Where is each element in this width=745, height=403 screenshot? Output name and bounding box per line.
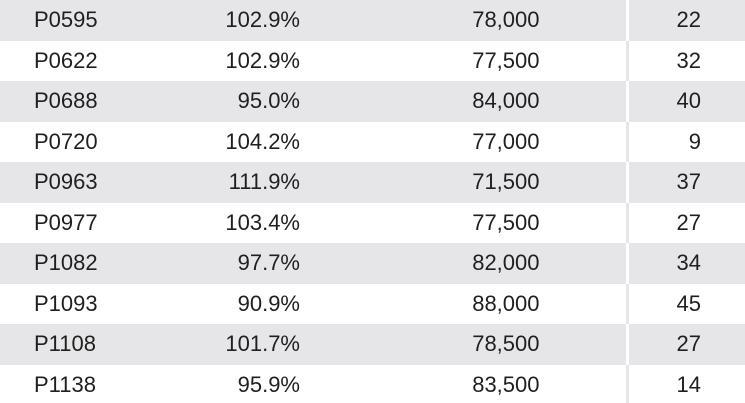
row-percent-cell: 95.0% bbox=[237, 88, 300, 114]
table-row bbox=[0, 203, 745, 244]
row-amount-cell: 77,500 bbox=[326, 41, 627, 82]
row-count-cell: 9 bbox=[688, 128, 701, 154]
table-row bbox=[0, 324, 745, 365]
row-id-cell: P1093 bbox=[34, 290, 98, 316]
row-id-cell: P1082 bbox=[34, 250, 98, 276]
row-count-cell: 27 bbox=[676, 209, 701, 235]
row-percent-cell: 111.9% bbox=[228, 169, 300, 195]
row-amount-cell: 83,500 bbox=[326, 365, 627, 403]
row-percent-cell: 97.7% bbox=[237, 250, 300, 276]
row-id-cell: P0963 bbox=[34, 169, 98, 195]
row-percent-cell: 102.9% bbox=[225, 7, 300, 33]
row-id-cell: P0977 bbox=[34, 209, 98, 235]
row-count-cell: 34 bbox=[676, 250, 701, 276]
row-id-cell: P0688 bbox=[34, 88, 98, 114]
row-amount-cell: 71,500 bbox=[326, 162, 627, 203]
table-row bbox=[0, 81, 745, 122]
table-row bbox=[0, 243, 745, 284]
row-id-cell: P1108 bbox=[34, 331, 96, 357]
row-count-cell: 32 bbox=[676, 47, 701, 73]
row-id-cell: P0622 bbox=[34, 47, 98, 73]
table-row bbox=[0, 365, 745, 403]
table-row bbox=[0, 162, 745, 203]
row-amount-cell: 78,000 bbox=[326, 0, 627, 41]
row-count-cell: 14 bbox=[676, 371, 701, 397]
row-amount-cell: 77,000 bbox=[326, 122, 627, 163]
row-count-cell: 22 bbox=[676, 7, 701, 33]
row-id-cell: P0720 bbox=[34, 128, 98, 154]
row-amount-cell: 84,000 bbox=[326, 81, 627, 122]
row-percent-cell: 101.7% bbox=[225, 331, 300, 357]
row-count-cell: 27 bbox=[676, 331, 701, 357]
row-percent-cell: 95.9% bbox=[237, 371, 300, 397]
row-amount-cell: 77,500 bbox=[326, 203, 627, 244]
row-amount-cell: 88,000 bbox=[326, 284, 627, 325]
table-row bbox=[0, 122, 745, 163]
table-row bbox=[0, 41, 745, 82]
row-id-cell: P0595 bbox=[34, 7, 98, 33]
row-amount-cell: 78,500 bbox=[326, 324, 627, 365]
table-row bbox=[0, 284, 745, 325]
row-percent-cell: 104.2% bbox=[225, 128, 300, 154]
row-percent-cell: 102.9% bbox=[225, 47, 300, 73]
table-row bbox=[0, 0, 745, 41]
row-percent-cell: 103.4% bbox=[225, 209, 300, 235]
row-count-cell: 37 bbox=[676, 169, 701, 195]
row-amount-cell: 82,000 bbox=[326, 243, 627, 284]
row-count-cell: 45 bbox=[676, 290, 701, 316]
row-id-cell: P1138 bbox=[34, 371, 96, 397]
row-count-cell: 40 bbox=[676, 88, 701, 114]
row-percent-cell: 90.9% bbox=[237, 290, 300, 316]
